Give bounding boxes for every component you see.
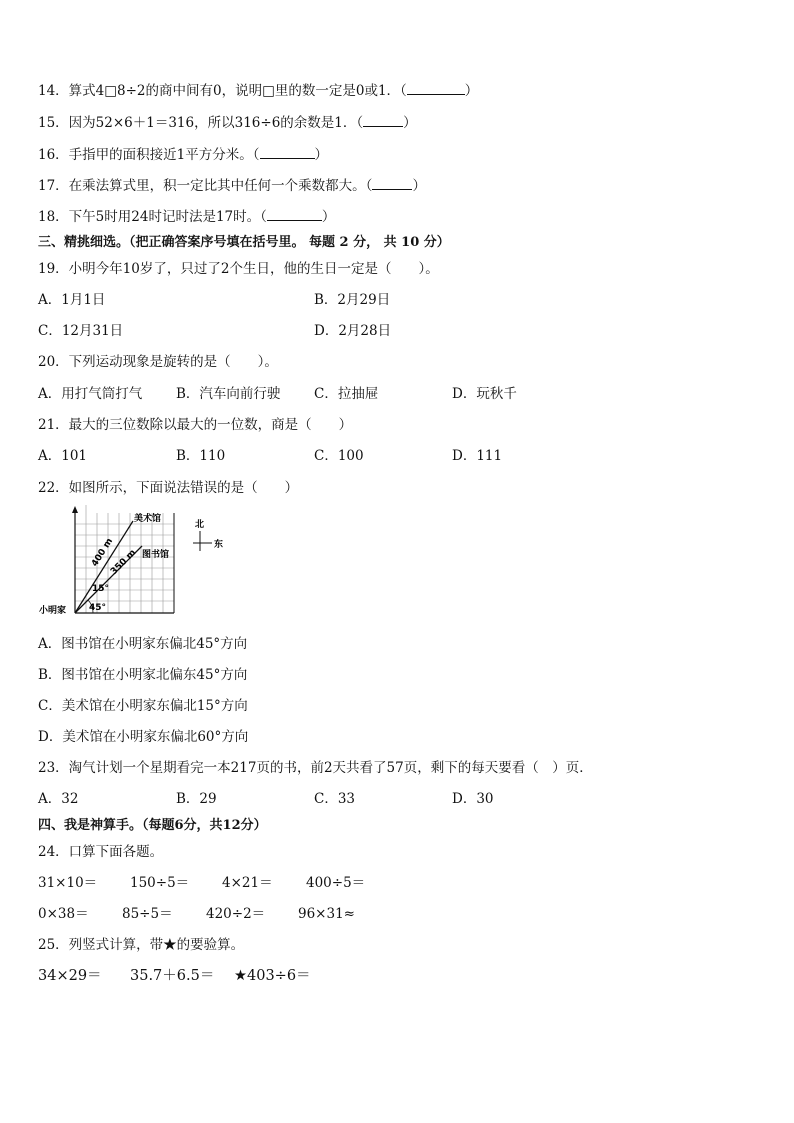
question-14: 14．算式4□8÷2的商中间有0，说明□里的数一定是0或1．（ ）: [38, 83, 479, 99]
home-label: 小明家: [39, 606, 67, 616]
q23-option-c[interactable]: C．33: [314, 791, 356, 807]
question-18: 18．下午5时用24时记时法是17时。（ ）: [38, 209, 336, 225]
q19-option-d[interactable]: D．2月28日: [314, 323, 392, 339]
mental-calc-item: 400÷5＝: [306, 875, 366, 891]
mental-calc-item: 31×10＝: [38, 875, 98, 891]
q19-option-a[interactable]: A．1月1日: [38, 292, 106, 308]
q21-option-d[interactable]: D．111: [452, 448, 503, 464]
section-4-heading: 四、我是神算手。（每题6分，共12分）: [38, 818, 267, 833]
q22-option-b[interactable]: B．图书馆在小明家北偏东45°方向: [38, 667, 248, 683]
q23-option-a[interactable]: A．32: [38, 791, 79, 807]
mental-calc-item: 85÷5＝: [122, 906, 173, 922]
axis-arrow-icon: [72, 506, 78, 513]
question-19-stem: 19．小明今年10岁了，只过了2个生日，他的生日一定是（ ）。: [38, 261, 439, 277]
answer-blank[interactable]: [267, 208, 322, 221]
q19-option-c[interactable]: C．12月31日: [38, 323, 124, 339]
library-label: 图书馆: [142, 550, 170, 560]
q20-option-d[interactable]: D．玩秋千: [452, 386, 517, 402]
distance-400: 400 m: [90, 536, 116, 569]
question-16: 16．手指甲的面积接近1平方分米。（ ）: [38, 147, 329, 163]
answer-blank[interactable]: [372, 177, 412, 190]
written-calc-item: ★403÷6＝: [234, 968, 311, 984]
mental-calc-item: 150÷5＝: [130, 875, 190, 891]
question-24-stem: 24．口算下面各题。: [38, 844, 164, 860]
q19-option-b[interactable]: B．2月29日: [314, 292, 391, 308]
answer-blank[interactable]: [260, 146, 315, 159]
question-20-stem: 20．下列运动现象是旋转的是（ ）。: [38, 354, 278, 370]
mental-calc-item: 96×31≈: [298, 906, 355, 922]
answer-blank[interactable]: [363, 114, 403, 127]
question-25-stem: 25．列竖式计算，带★的要验算。: [38, 937, 245, 953]
q21-option-b[interactable]: B．110: [176, 448, 226, 464]
angle-15-label: 15°: [92, 584, 110, 594]
distance-350: 350 m: [109, 547, 139, 578]
q22-option-d[interactable]: D．美术馆在小明家东偏北60°方向: [38, 729, 249, 745]
q20-option-b[interactable]: B．汽车向前行驶: [176, 386, 281, 402]
question-22-stem: 22．如图所示，下面说法错误的是（ ）: [38, 480, 299, 496]
direction-diagram: [38, 505, 278, 625]
mental-calc-item: 0×38＝: [38, 906, 89, 922]
q20-option-a[interactable]: A．用打气筒打气: [38, 386, 143, 402]
north-label: 北: [195, 520, 205, 530]
question-15: 15．因为52×6＋1＝316，所以316÷6的余数是1．（ ）: [38, 115, 417, 131]
question-21-stem: 21．最大的三位数除以最大的一位数，商是（ ）: [38, 417, 353, 433]
written-calc-item: 35.7＋6.5＝: [130, 968, 215, 984]
question-17: 17．在乘法算式里，积一定比其中任何一个乘数都大。（ ）: [38, 178, 426, 194]
east-label: 东: [214, 540, 224, 550]
q22-option-a[interactable]: A．图书馆在小明家东偏北45°方向: [38, 636, 248, 652]
written-calc-item: 34×29＝: [38, 968, 102, 984]
q21-option-c[interactable]: C．100: [314, 448, 364, 464]
q20-option-c[interactable]: C．拉抽屉: [314, 386, 379, 402]
q21-option-a[interactable]: A．101: [38, 448, 88, 464]
answer-blank[interactable]: [407, 82, 465, 95]
q23-option-d[interactable]: D．30: [452, 791, 494, 807]
question-23-stem: 23．淘气计划一个星期看完一本217页的书，前2天共看了57页，剩下的每天要看（ ）页．: [38, 760, 593, 776]
art-museum-label: 美术馆: [134, 514, 162, 524]
angle-45-label: 45°: [89, 603, 107, 613]
section-3-heading: 三、精挑细选。（把正确答案序号填在括号里。 每题 2 分， 共 10 分）: [38, 235, 450, 250]
q23-option-b[interactable]: B．29: [176, 791, 217, 807]
mental-calc-item: 4×21＝: [222, 875, 273, 891]
mental-calc-item: 420÷2＝: [206, 906, 266, 922]
q22-option-c[interactable]: C．美术馆在小明家东偏北15°方向: [38, 698, 248, 714]
